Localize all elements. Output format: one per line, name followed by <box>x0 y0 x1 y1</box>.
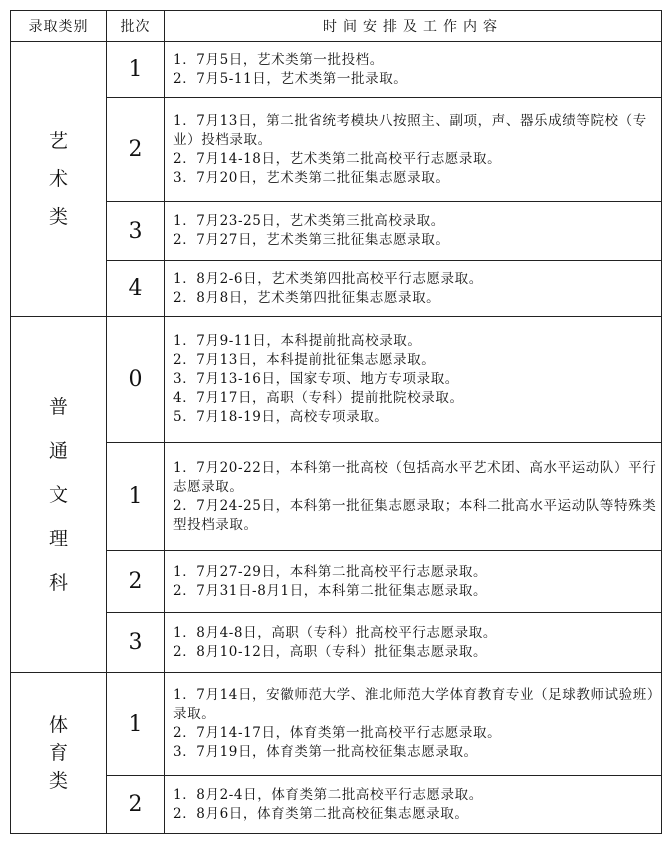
category-char: 文 <box>48 483 68 506</box>
table-row <box>11 776 662 834</box>
content-line: 4．7月17日，高职（专科）提前批院校录取。 <box>173 390 464 406</box>
batch-cell: 0 <box>107 317 165 443</box>
content-line: 3．7月13-16日，国家专项、地方专项录取。 <box>173 371 459 387</box>
content-line: 2．7月14-18日，艺术类第二批高校平行志愿录取。 <box>173 150 502 167</box>
batch-cell: 1 <box>107 443 165 551</box>
content-line: 1．7月27-29日，本科第二批高校平行志愿录取。 <box>173 563 488 580</box>
content-line: 1．7月13日，第二批省统考模块八按照主、副项，声、器乐成绩等院校（专业）投档录取。 <box>173 112 647 148</box>
content-line: 2．7月31日-8月1日，本科第二批征集志愿录取。 <box>173 582 488 599</box>
batch-cell: 4 <box>107 261 165 317</box>
category-cell-art <box>11 42 107 317</box>
content-line: 2．8月10-12日，高职（专科）批征集志愿录取。 <box>173 643 488 660</box>
table-row <box>11 443 662 551</box>
category-char: 通 <box>48 439 68 462</box>
category-cell-general <box>11 317 107 673</box>
content-cell <box>165 317 662 443</box>
table-row <box>11 317 662 443</box>
content-cell <box>165 613 662 673</box>
category-char: 科 <box>48 571 68 594</box>
category-char: 艺 <box>48 130 68 152</box>
content-cell <box>165 42 662 98</box>
content-line: 2．8月8日，艺术类第四批征集志愿录取。 <box>173 289 441 306</box>
content-line: 1．7月5日，艺术类第一批投档。 <box>173 51 384 68</box>
content-line: 2．7月14-17日，体育类第一批高校平行志愿录取。 <box>173 725 502 741</box>
table-row <box>11 613 662 673</box>
table-row <box>11 202 662 261</box>
batch-cell: 3 <box>107 613 165 673</box>
header-content: 时间安排及工作内容 <box>165 11 662 42</box>
content-cell <box>165 776 662 834</box>
content-line: 2．7月13日，本科提前批征集志愿录取。 <box>173 352 436 368</box>
header-batch: 批次 <box>107 11 165 42</box>
table-row <box>11 42 662 98</box>
header-category: 录取类别 <box>11 11 107 42</box>
content-line: 2．8月6日，体育类第二批高校征集志愿录取。 <box>173 805 469 822</box>
batch-cell: 2 <box>107 551 165 613</box>
content-line: 1．8月2-4日，体育类第二批高校平行志愿录取。 <box>173 786 483 803</box>
category-char: 类 <box>48 770 68 792</box>
table-row <box>11 98 662 202</box>
header-row <box>11 11 662 42</box>
content-cell <box>165 551 662 613</box>
content-line: 1．7月20-22日，本科第一批高校（包括高水平艺术团、高水平运动队）平行志愿录取。 <box>173 459 657 495</box>
category-char: 类 <box>48 206 68 228</box>
category-char: 理 <box>48 527 68 550</box>
category-char: 术 <box>48 168 68 190</box>
batch-cell: 3 <box>107 202 165 261</box>
content-cell <box>165 98 662 202</box>
admission-schedule-table <box>10 10 662 834</box>
batch-cell: 2 <box>107 98 165 202</box>
category-char: 体 <box>48 714 68 736</box>
content-line: 2．7月5-11日，艺术类第一批录取。 <box>173 70 408 87</box>
category-char: 育 <box>48 742 68 764</box>
content-cell <box>165 202 662 261</box>
category-char: 普 <box>48 395 68 418</box>
content-line: 3．7月19日，体育类第一批高校征集志愿录取。 <box>173 744 478 760</box>
content-line: 2．7月24-25日，本科第一批征集志愿录取；本科二批高水平运动队等特殊类型投档录取。 <box>173 497 657 533</box>
content-line: 1．8月2-6日，艺术类第四批高校平行志愿录取。 <box>173 270 483 287</box>
content-cell <box>165 443 662 551</box>
table-row <box>11 673 662 776</box>
content-line: 1．7月23-25日，艺术类第三批高校录取。 <box>173 213 445 229</box>
batch-cell: 1 <box>107 673 165 776</box>
category-cell-sports <box>11 673 107 834</box>
content-line: 2．7月27日，艺术类第三批征集志愿录取。 <box>173 232 450 248</box>
table-row <box>11 261 662 317</box>
batch-cell: 1 <box>107 42 165 98</box>
content-line: 5．7月18-19日，高校专项录取。 <box>173 409 389 425</box>
content-cell <box>165 673 662 776</box>
content-line: 1．8月4-8日，高职（专科）批高校平行志愿录取。 <box>173 624 497 641</box>
content-line: 1．7月14日，安徽师范大学、淮北师范大学体育教育专业（足球教师试验班）录取。 <box>173 687 655 722</box>
batch-cell: 2 <box>107 776 165 834</box>
content-cell <box>165 261 662 317</box>
table-row <box>11 551 662 613</box>
content-line: 1．7月9-11日，本科提前批高校录取。 <box>173 333 422 349</box>
content-line: 3．7月20日，艺术类第二批征集志愿录取。 <box>173 169 450 186</box>
